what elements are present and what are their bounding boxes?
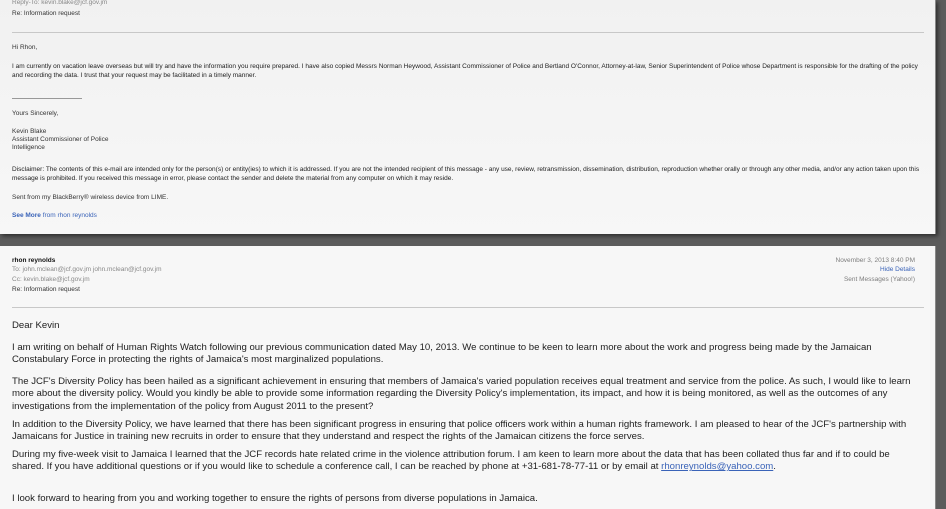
salutation: Dear Kevin [12,320,60,331]
sent-from-line: Sent from my BlackBerry® wireless device from LIME. [12,194,169,201]
message-date: November 3, 2013 8:40 PM [835,257,915,264]
hide-details-link[interactable]: Hide Details [879,266,915,273]
signature-divider [12,98,82,99]
signature-name: Kevin Blake [12,128,47,135]
cc-line: Cc: kevin.blake@jcf.gov.jm [12,276,90,283]
sender-name: rhon reynolds [12,257,56,264]
see-more-suffix: from rhon reynolds [40,212,97,219]
paragraph-2: The JCF's Diversity Policy has been hailed as a significant achievement in ensuring that members of Jamaica's varied population receives equal treatment and service from the police. As such, I would like to learn more about the diversity policy. Would you kindly be able to provide some information regarding the Diversity Policy's implementation, its impact, and how it is being monitored, as well as the outcomes of any investigations from the implementation of the policy from August 2011 to the present? [12,376,911,412]
paragraph-5: I look forward to hearing from you and working together to ensure the rights of persons from diverse populations in Jamaica. [12,493,538,504]
see-more-link[interactable]: See More [12,212,41,219]
paragraph-4 [12,449,924,474]
paragraph-3: In addition to the Diversity Policy, we have learned that there has been significant progress in ensuring that police officers work within a human rights framework. I am pleased to hear of the JCF's partnership with Jamaicans for Justice in training new recruits in order to ensure that they understand and respect the rights of the Jamaican citizens the force serves. [12,419,907,443]
header-divider [12,32,924,33]
header-divider [12,307,924,308]
greeting: Hi Rhon, [12,44,38,51]
see-more-line [12,212,97,220]
subject-line: Re: Information request [12,10,80,17]
disclaimer: Disclaimer: The contents of this e-mail are intended only for the person(s) or entity(ies) to which it is addressed. If you are not the intended recipient of this message - any use, review, retransmission, dissemination, distribution, reproduction whether orally or through any other media, and/or any action taken upon this message is prohibited. If you received this message in error, please contact the sender and delete the material from any computer on which it may reside. [12,166,920,182]
email-message-rhon-reynolds [0,246,936,509]
email-message-kevin-blake [0,0,936,234]
paragraph-1: I am writing on behalf of Human Rights Watch following our previous communication dated May 10, 2013. We continue to be keen to learn more about the work and progress being made by the Jamaican Constabulary Force in protecting the rights of Jamaica's most marginalized populations. [12,342,872,366]
to-line: To: john.mclean@jcf.gov.jm john.mclean@jcf.gov.jm [12,266,162,273]
signature-dept: Intelligence [12,144,45,151]
closing: Yours Sincerely, [12,110,59,117]
subject-line: Re: Information request [12,286,80,293]
paragraph-4-text: During my five-week visit to Jamaica I learned that the JCF records hate related crime in the violence attribution forum. I am keen to learn more about the data that has been collated thus far and if to could be shared. If you have additional questions or if you would like to schedule a conference call, I can be reached by phone at +31-681-78-77-11 or by email at [12,449,890,473]
message-body: I am currently on vacation leave overseas but will try and have the information you require prepared. I have also copied Messrs Norman Heywood, Assistant Commissioner of Police and Bertland O'Connor, Attorney-at-law, Senior Superintendent of Police whose Department is responsible for the drafting of the policy and recording the data. I trust that your request may be facilitated in a timely manner. [12,63,918,79]
reply-to-line: Reply-To: kevin.blake@jcf.gov.jm [12,0,108,6]
paragraph-4-end: . [773,461,776,473]
signature-title: Assistant Commissioner of Police [12,136,109,143]
email-link[interactable]: rhonreynolds@yahoo.com [661,461,774,473]
mailbox-folder: Sent Messages (Yahoo!) [843,276,915,283]
